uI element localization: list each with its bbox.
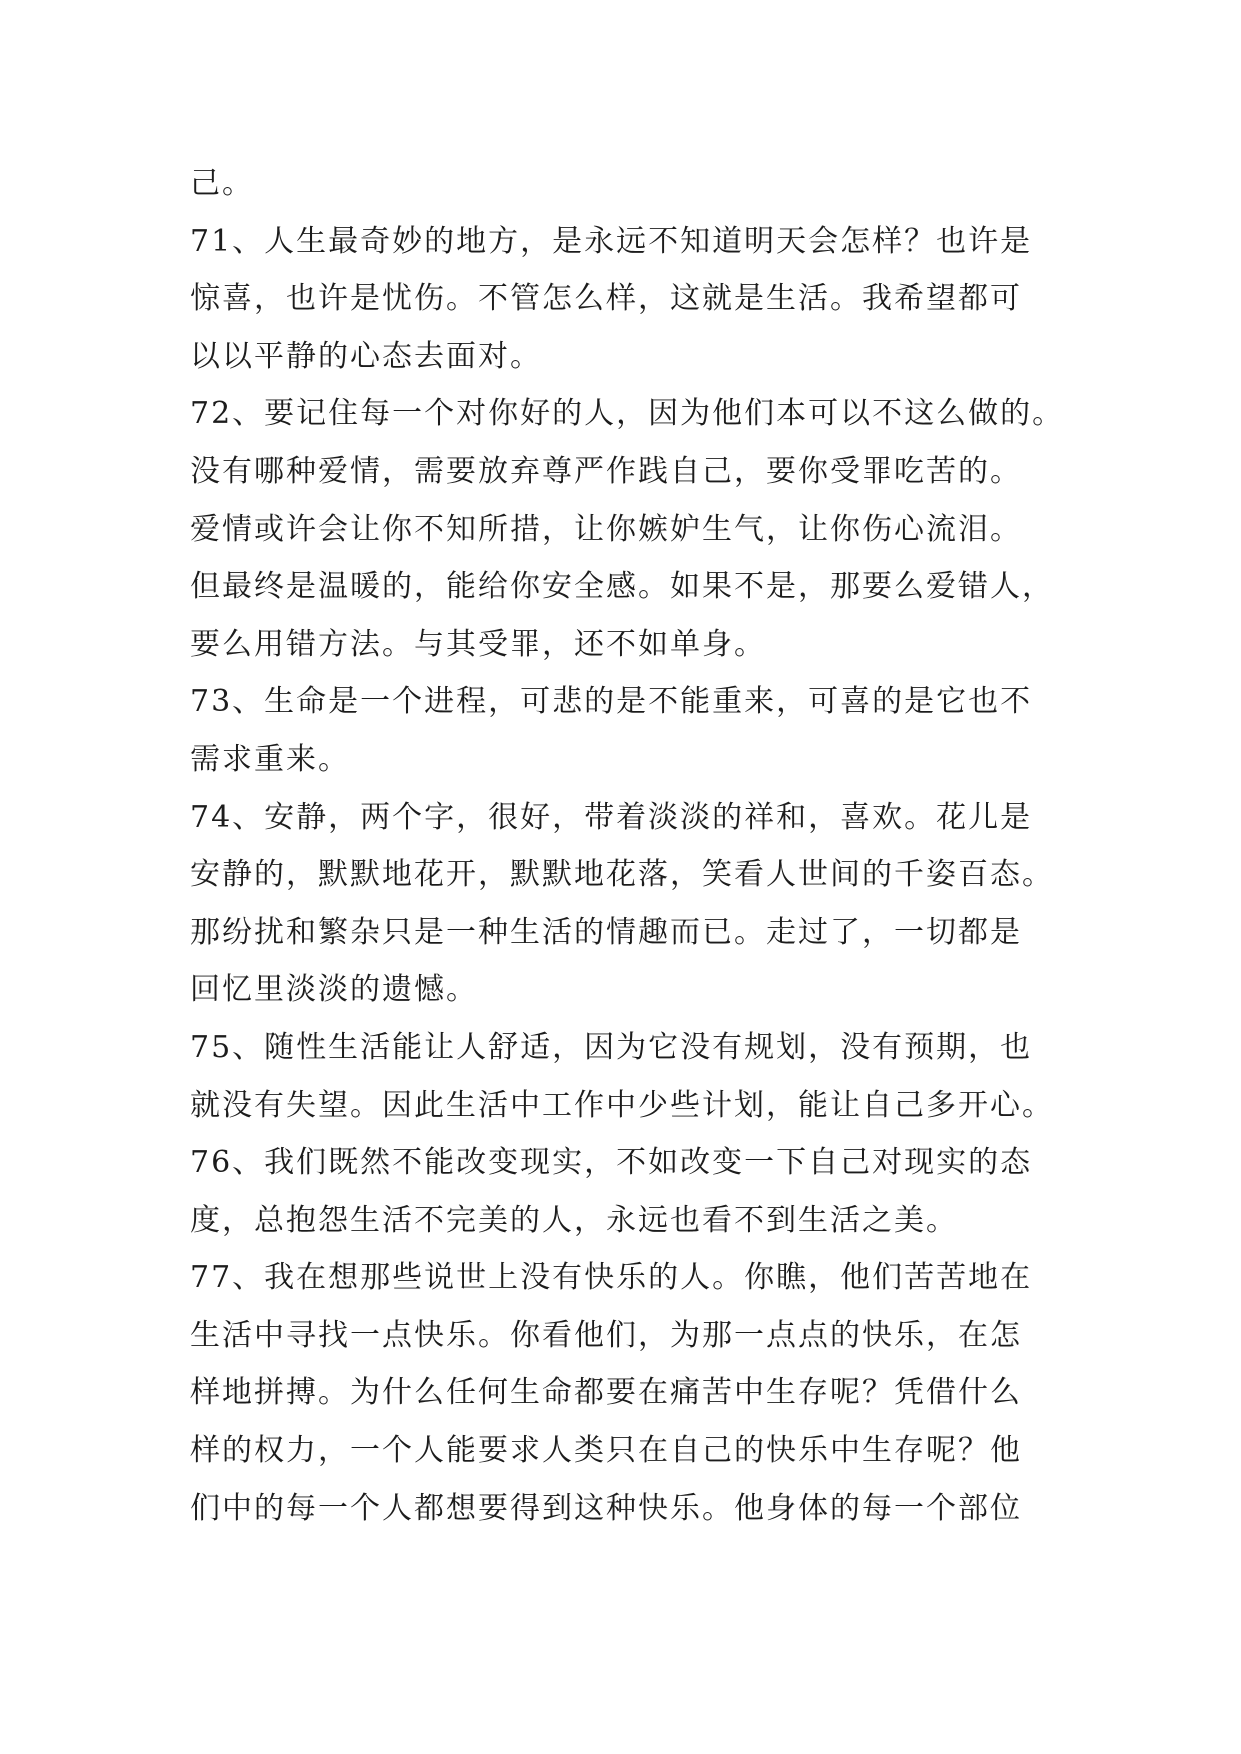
text-line: 安静的，默默地花开，默默地花落，笑看人世间的千姿百态。 [190, 857, 1054, 893]
text-line: 惊喜，也许是忧伤。不管怎么样，这就是生活。我希望都可 [190, 281, 1022, 317]
text-line: 72、要记住每一个对你好的人，因为他们本可以不这么做的。 [190, 396, 1065, 432]
text-line: 们中的每一个人都想要得到这种快乐。他身体的每一个部位 [190, 1490, 1022, 1526]
text-line: 度，总抱怨生活不完美的人，永远也看不到生活之美。 [190, 1202, 958, 1238]
text-line: 样地拼搏。为什么任何生命都要在痛苦中生存呢？凭借什么 [190, 1375, 1022, 1411]
text-line: 爱情或许会让你不知所措，让你嫉妒生气，让你伤心流泪。 [190, 511, 1022, 547]
text-line: 76、我们既然不能改变现实，不如改变一下自己对现实的态 [190, 1145, 1033, 1181]
text-line: 77、我在想那些说世上没有快乐的人。你瞧，他们苦苦地在 [190, 1260, 1033, 1296]
text-line: 就没有失望。因此生活中工作中少些计划，能让自己多开心。 [190, 1087, 1054, 1123]
text-line: 75、随性生活能让人舒适，因为它没有规划，没有预期，也 [190, 1029, 1033, 1065]
text-line: 需求重来。 [190, 741, 350, 777]
text-line: 要么用错方法。与其受罪，还不如单身。 [190, 626, 766, 662]
text-line: 那纷扰和繁杂只是一种生活的情趣而已。走过了，一切都是 [190, 914, 1022, 950]
text-line: 但最终是温暖的，能给你安全感。如果不是，那要么爱错人， [190, 569, 1054, 605]
text-line: 生活中寻找一点快乐。你看他们，为那一点点的快乐，在怎 [190, 1317, 1022, 1353]
document-body-text [190, 155, 1065, 1537]
text-line: 以以平静的心态去面对。 [190, 338, 542, 374]
text-line: 71、人生最奇妙的地方，是永远不知道明天会怎样？也许是 [190, 223, 1033, 259]
text-line: 己。 [190, 166, 254, 201]
text-line: 73、生命是一个进程，可悲的是不能重来，可喜的是它也不 [190, 684, 1033, 720]
text-line: 样的权力，一个人能要求人类只在自己的快乐中生存呢？他 [190, 1433, 1022, 1469]
text-line: 没有哪种爱情，需要放弃尊严作践自己，要你受罪吃苦的。 [190, 453, 1022, 489]
text-line: 74、安静，两个字，很好，带着淡淡的祥和，喜欢。花儿是 [190, 799, 1033, 835]
text-line: 回忆里淡淡的遗憾。 [190, 972, 478, 1008]
